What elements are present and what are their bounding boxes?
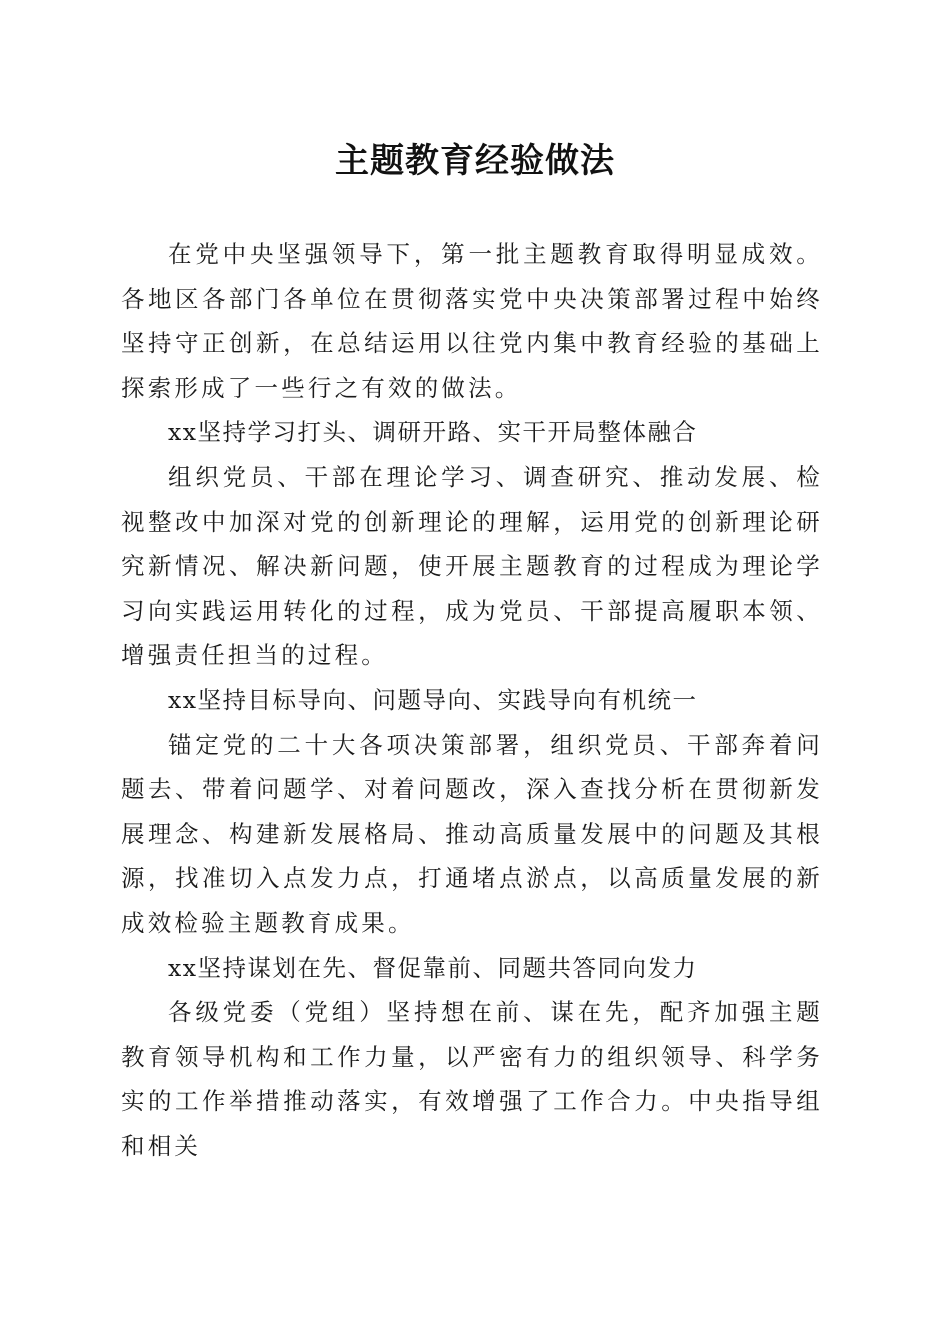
section-heading-1: xx坚持学习打头、调研开路、实干开局整体融合 bbox=[168, 418, 698, 447]
paragraph-section-1: 组织党员、干部在理论学习、调查研究、推动发展、检视整改中加深对党的创新理论的理解，运用党的创新理论研究新情况、解决新问题，使开展主题教育的过程成为理论学习向实践运用转化的过程，成为党员、干部提高履职本领、增强责任担当的过程。 bbox=[121, 462, 823, 670]
section-heading-3: xx坚持谋划在先、督促靠前、同题共答同向发力 bbox=[168, 953, 698, 982]
document-title: 主题教育经验做法 bbox=[335, 141, 615, 181]
document-body bbox=[121, 232, 823, 1168]
section-heading-2: xx坚持目标导向、问题导向、实践导向有机统一 bbox=[168, 685, 698, 714]
paragraph-intro: 在党中央坚强领导下，第一批主题教育取得明显成效。各地区各部门各单位在贯彻落实党中央决策部署过程中始终坚持守正创新，在总结运用以往党内集中教育经验的基础上探索形成了一些行之有效的做法。 bbox=[121, 240, 823, 402]
paragraph-section-2: 锚定党的二十大各项决策部署，组织党员、干部奔着问题去、带着问题学、对着问题改，深入查找分析在贯彻新发展理念、构建新发展格局、推动高质量发展中的问题及其根源，找准切入点发力点，打通堵点淤点，以高质量发展的新成效检验主题教育成果。 bbox=[121, 730, 823, 937]
paragraph-section-3: 各级党委（党组）坚持想在前、谋在先，配齐加强主题教育领导机构和工作力量，以严密有力的组织领导、科学务实的工作举措推动落实，有效增强了工作合力。中央指导组和相关 bbox=[121, 998, 823, 1160]
